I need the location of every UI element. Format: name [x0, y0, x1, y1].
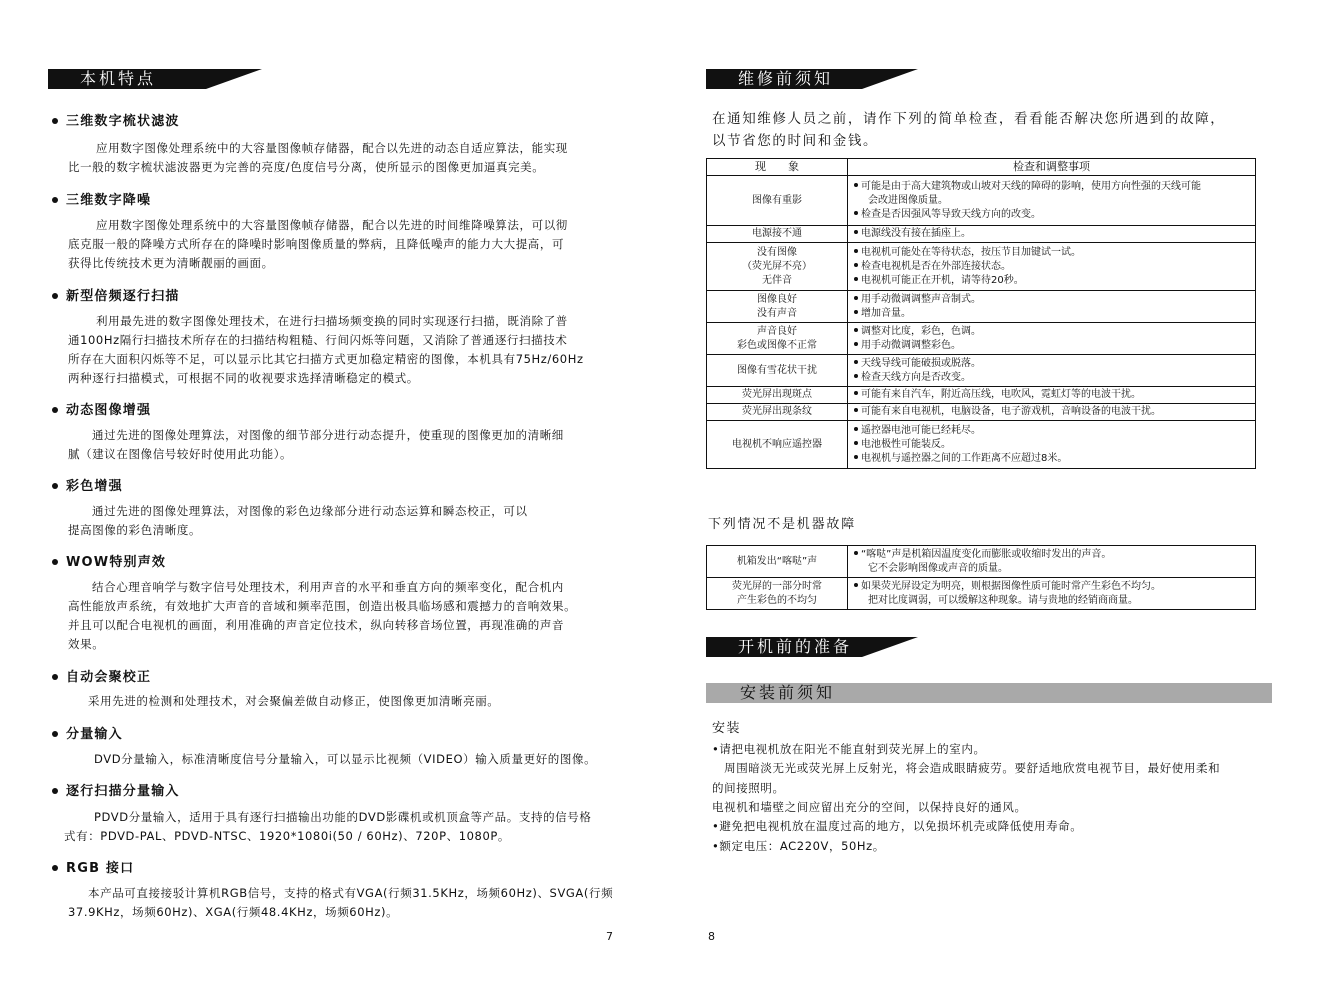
install-notice-heading: 安装前须知	[706, 683, 1272, 703]
cause-cell	[848, 243, 1256, 291]
feature-description-line: 高性能放声系统，有效地扩大声音的音域和频率范围，创造出极具临场感和震撼力的音响效果。	[68, 599, 577, 613]
bullet-icon	[854, 296, 858, 300]
bullet-icon	[52, 674, 58, 680]
symptom-cell	[707, 226, 848, 243]
feature-description-line: 通过先进的图像处理算法，对图像的细节部分进行动态提升，使重现的图像更加的清晰细	[92, 428, 564, 442]
cause-text: 电池极性可能装反。	[861, 438, 951, 450]
cause-cell	[848, 578, 1256, 610]
cause-line	[854, 371, 1251, 385]
bullet-icon	[52, 197, 58, 203]
cause-text: 检查是否因强风等导致天线方向的改变。	[861, 208, 1041, 220]
bullet-icon	[854, 455, 858, 459]
table-row	[707, 578, 1256, 610]
symptom-text: 电源接不通	[752, 228, 802, 239]
cause-text: 天线导线可能破损或脱落。	[861, 357, 981, 369]
cause-line	[854, 325, 1251, 339]
feature-description-line: 通过先进的图像处理算法，对图像的彩色边缘部分进行动态运算和瞬态校正，可以	[92, 504, 528, 518]
cause-line	[854, 580, 1251, 594]
bullet-icon	[854, 408, 858, 412]
cause-line	[854, 227, 1251, 241]
banner-triangle	[862, 69, 918, 89]
cause-line	[854, 357, 1251, 371]
cause-line	[854, 180, 1251, 194]
cause-cell	[848, 176, 1256, 226]
intro-line: 在通知维修人员之前，请作下列的简单检查，看看能否解决您所遇到的故障，	[712, 111, 1226, 127]
symptom-text: 图像有雪花状干扰	[737, 364, 817, 376]
bullet-icon	[854, 427, 858, 431]
cause-line	[854, 339, 1251, 353]
table-row	[707, 421, 1256, 469]
cause-line	[854, 194, 1251, 208]
table-row	[707, 404, 1256, 421]
bullet-icon	[52, 788, 58, 794]
symptom-text: 无伴音	[762, 274, 792, 286]
bullet-icon	[854, 374, 858, 378]
cause-text: 可能是由于高大建筑物或山坡对天线的障碍的影响，使用方向性强的天线可能	[861, 180, 1201, 192]
feature-description-line: 通100Hz隔行扫描技术所存在的扫描结构粗糙、行间闪烁等问题，又消除了普通逐行扫描技术	[68, 333, 568, 347]
banner-triangle	[862, 637, 918, 657]
feature-heading	[52, 189, 151, 208]
maintenance-banner-title: 维修前须知	[738, 69, 834, 88]
feature-description-line: 所存在大面积闪烁等不足，可以显示比其它扫描方式更加稳定精密的图像，本机具有75Hz/60Hz	[68, 352, 584, 366]
features-banner	[48, 69, 262, 89]
symptom-text: 荧光屏出现斑点	[742, 389, 812, 400]
feature-heading	[52, 723, 123, 742]
table-row	[707, 243, 1256, 291]
maintenance-banner	[706, 69, 918, 89]
symptom-text: 荧光屏出现条纹	[742, 406, 812, 417]
cause-text: 用手动微调调整声音制式。	[861, 293, 981, 305]
feature-description-line: 37.9KHz，场频60Hz)、XGA(行频48.4KHz，场频60Hz)。	[68, 905, 399, 919]
table-row	[707, 176, 1256, 226]
cause-text: 遥控器电池可能已经耗尽。	[861, 424, 981, 436]
bullet-icon	[854, 263, 858, 267]
feature-description-line: 利用最先进的数字图像处理技术，在进行扫描场频变换的同时实现逐行扫描，既消除了普	[96, 314, 568, 328]
feature-heading	[52, 475, 123, 494]
bullet-icon	[52, 293, 58, 299]
feature-title: 动态图像增强	[66, 403, 152, 418]
cause-line	[854, 548, 1251, 562]
banner-triangle	[206, 69, 262, 89]
install-line: •请把电视机放在阳光不能直射到荧光屏上的室内。	[712, 742, 986, 756]
feature-description-line: 并且可以配合电视机的画面，利用准确的声音定位技术，纵向转移音场位置，再现准确的声音	[68, 618, 565, 632]
symptom-cell	[707, 323, 848, 355]
bullet-icon	[854, 277, 858, 281]
symptom-text: 荧光屏的一部分时常	[732, 580, 822, 592]
bullet-icon	[854, 328, 858, 332]
install-line: 周围暗淡无光或荧光屏上反射光，将会造成眼睛疲劳。要舒适地欣赏电视节目，最好使用柔和	[712, 761, 1221, 775]
table-row	[707, 323, 1256, 355]
feature-title: 逐行扫描分量输入	[66, 784, 180, 799]
bullet-icon	[854, 249, 858, 253]
feature-description-line: 腻（建议在图像信号较好时使用此功能）。	[68, 447, 293, 461]
preparation-banner	[706, 637, 918, 657]
symptom-cell	[707, 291, 848, 323]
non-fault-title: 下列情况不是机器故障	[708, 517, 857, 532]
page-number-left: 7	[606, 930, 613, 943]
cause-text: 检查天线方向是否改变。	[861, 371, 971, 383]
feature-description-line: DVD分量输入，标准清晰度信号分量输入，可以显示比视频（VIDEO）输入质量更好的图像。	[94, 752, 597, 766]
bullet-icon	[854, 441, 858, 445]
cause-text: 它不会影响图像或声音的质量。	[868, 562, 1008, 574]
symptom-cell	[707, 421, 848, 469]
bullet-icon	[854, 342, 858, 346]
cause-text: 检查电视机是否在外部连接状态。	[861, 260, 1011, 272]
cause-line	[854, 246, 1251, 260]
cause-cell	[848, 291, 1256, 323]
symptom-text: 电视机不响应遥控器	[732, 438, 822, 450]
cause-line	[854, 274, 1251, 288]
install-line: •避免把电视机放在温度过高的地方，以免损坏机壳或降低使用寿命。	[712, 819, 1083, 833]
feature-description-line: 底克服一般的降噪方式所存在的降噪时影响图像质量的弊病，且降低噪声的能力大大提高，可	[68, 237, 565, 251]
cause-cell	[848, 355, 1256, 387]
features-banner-title: 本机特点	[80, 69, 157, 88]
preparation-banner-title: 开机前的准备	[738, 637, 853, 656]
cause-line	[854, 260, 1251, 274]
install-line: •额定电压：AC220V，50Hz。	[712, 839, 885, 853]
feature-description-line: PDVD分量输入，适用于具有逐行扫描输出功能的DVD影碟机或机顶盒等产品。支持的信号格	[94, 810, 592, 824]
bullet-icon	[52, 483, 58, 489]
cause-text: 用手动微调调整彩色。	[861, 339, 961, 351]
cause-text: 电视机可能处在等待状态，按压节目加键试一试。	[861, 246, 1081, 258]
bullet-icon	[52, 559, 58, 565]
table-row	[707, 546, 1256, 578]
cause-line	[854, 424, 1251, 438]
cause-text: 可能有来自汽车，附近高压线，电吹风，霓虹灯等的电波干扰。	[861, 389, 1141, 400]
bullet-icon	[52, 865, 58, 871]
feature-description-line: 采用先进的检测和处理技术，对会聚偏差做自动修正，使图像更加清晰亮丽。	[88, 694, 500, 708]
cause-cell	[848, 404, 1256, 421]
symptom-text: 声音良好	[757, 325, 797, 337]
cause-line	[854, 405, 1251, 419]
cause-line	[854, 562, 1251, 576]
table-row	[707, 355, 1256, 387]
troubleshooting-table	[706, 158, 1256, 469]
feature-title: 彩色增强	[66, 479, 123, 494]
cause-cell	[848, 387, 1256, 404]
feature-title: 分量输入	[66, 727, 123, 742]
table-header-cell: 现 象	[707, 159, 848, 176]
symptom-text: 彩色或图像不正常	[737, 339, 817, 351]
cause-text: “喀哒”声是机箱因温度变化而膨胀或收缩时发出的声音。	[861, 548, 1112, 560]
bullet-icon	[854, 230, 858, 234]
bullet-icon	[52, 118, 58, 124]
symptom-cell	[707, 404, 848, 421]
feature-description-line: 两种逐行扫描模式，可根据不同的收视要求选择清晰稳定的模式。	[68, 371, 419, 385]
cause-text: 电源线没有接在插座上。	[861, 228, 971, 239]
page-number-right: 8	[708, 930, 715, 943]
feature-heading	[52, 285, 180, 304]
cause-line	[854, 452, 1251, 466]
cause-line	[854, 438, 1251, 452]
cause-line	[854, 594, 1251, 608]
feature-description-line: 本产品可直接接驳计算机RGB信号，支持的格式有VGA(行频31.5KHz，场频60Hz)、SVGA(行频	[88, 886, 614, 900]
table-row	[707, 291, 1256, 323]
feature-title: RGB 接口	[66, 861, 135, 876]
symptom-text: 机箱发出“喀哒”声	[736, 555, 818, 567]
symptom-cell	[707, 387, 848, 404]
cause-cell	[848, 323, 1256, 355]
feature-heading	[52, 666, 151, 685]
table-row	[707, 387, 1256, 404]
symptom-cell	[707, 243, 848, 291]
bullet-icon	[854, 391, 858, 395]
feature-heading	[52, 857, 134, 876]
symptom-text: 图像有重影	[752, 194, 802, 206]
cause-text: 调整对比度，彩色，色调。	[861, 325, 981, 337]
cause-text: 如果荧光屏设定为明亮，则根据图像性质可能时常产生彩色不均匀。	[861, 580, 1161, 592]
bullet-icon	[854, 183, 858, 187]
symptom-text: 图像良好	[757, 293, 797, 305]
cause-cell	[848, 226, 1256, 243]
feature-heading	[52, 551, 166, 570]
install-line: 的间接照明。	[712, 781, 785, 795]
non-fault-table	[706, 545, 1256, 610]
symptom-text: 产生彩色的不均匀	[737, 594, 817, 606]
cause-text: 增加音量。	[861, 307, 911, 319]
bullet-icon	[52, 731, 58, 737]
cause-cell	[848, 546, 1256, 578]
cause-text: 电视机与遥控器之间的工作距离不应超过8米。	[861, 452, 1068, 464]
bullet-icon	[854, 211, 858, 215]
bullet-icon	[854, 360, 858, 364]
table-header-cell: 检查和调整事项	[848, 159, 1256, 176]
feature-description-line: 应用数字图像处理系统中的大容量图像帧存储器，配合以先进的动态自适应算法，能实现	[96, 141, 568, 155]
feature-title: 自动会聚校正	[66, 670, 152, 685]
feature-title: 三维数字降噪	[66, 193, 152, 208]
install-line: 电视机和墙壁之间应留出充分的空间，以保持良好的通风。	[712, 800, 1027, 814]
symptom-cell	[707, 355, 848, 387]
cause-line	[854, 293, 1251, 307]
cause-line	[854, 307, 1251, 321]
symptom-text: （荧光屏不亮）	[742, 260, 812, 272]
feature-description-line: 结合心理音响学与数字信号处理技术，利用声音的水平和垂直方向的频率变化，配合机内	[92, 580, 564, 594]
cause-text: 电视机可能正在开机，请等待20秒。	[861, 274, 1024, 286]
feature-description-line: 获得比传统技术更为清晰靓丽的画面。	[68, 256, 274, 270]
table-header-row	[707, 159, 1256, 176]
symptom-text: 没有声音	[757, 307, 797, 319]
install-title: 安装	[712, 721, 742, 736]
feature-title: 新型倍频逐行扫描	[66, 289, 180, 304]
cause-text: 可能有来自电视机，电脑设备，电子游戏机，音响设备的电波干扰。	[861, 406, 1161, 417]
maintenance-intro	[712, 108, 1282, 152]
cause-line	[854, 388, 1251, 402]
feature-description-line: 提高图像的彩色清晰度。	[68, 523, 202, 537]
bullet-icon	[854, 310, 858, 314]
feature-description-line: 应用数字图像处理系统中的大容量图像帧存储器，配合以先进的时间维降噪算法，可以彻	[96, 218, 568, 232]
feature-heading	[52, 399, 151, 418]
feature-description-line: 效果。	[68, 637, 105, 651]
symptom-cell	[707, 578, 848, 610]
bullet-icon	[854, 583, 858, 587]
feature-title: WOW特别声效	[66, 555, 167, 570]
feature-description-line: 式有：PDVD-PAL、PDVD-NTSC、1920*1080i(50 / 60Hz)、720P、1080P。	[64, 829, 511, 843]
symptom-text: 没有图像	[757, 246, 797, 258]
feature-title: 三维数字梳状滤波	[66, 114, 180, 129]
intro-line: 以节省您的时间和金钱。	[712, 133, 879, 149]
feature-heading	[52, 110, 180, 129]
symptom-cell	[707, 176, 848, 226]
table-row	[707, 226, 1256, 243]
cause-text: 会改进图像质量。	[868, 194, 948, 206]
cause-text: 把对比度调弱，可以缓解这种现象。请与贵地的经销商商量。	[868, 594, 1138, 606]
cause-cell	[848, 421, 1256, 469]
cause-line	[854, 208, 1251, 222]
symptom-cell	[707, 546, 848, 578]
bullet-icon	[52, 407, 58, 413]
feature-heading	[52, 780, 180, 799]
bullet-icon	[854, 551, 858, 555]
feature-description-line: 比一般的数字梳状滤波器更为完善的亮度/色度信号分离，使所显示的图像更加逼真完美。	[68, 160, 545, 174]
